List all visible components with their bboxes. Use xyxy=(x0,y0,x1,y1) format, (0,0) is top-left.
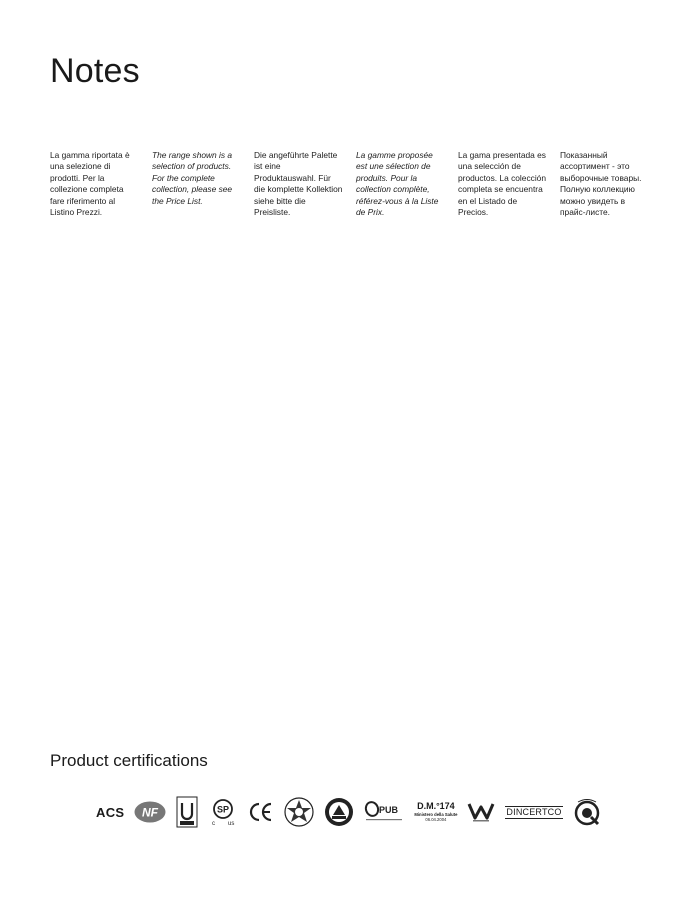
star-seal-icon xyxy=(284,797,314,827)
dm174-ministry: Ministero della Salute xyxy=(414,811,458,817)
svg-text:us: us xyxy=(228,821,235,827)
page-title: Notes xyxy=(50,52,140,90)
watermark-logo xyxy=(467,801,495,823)
dm174-label xyxy=(414,802,457,822)
round-seal-icon xyxy=(324,797,354,827)
dincertco-logo: DINCERTCO xyxy=(506,806,562,817)
csa-logo xyxy=(208,797,238,827)
upc-logo xyxy=(176,796,198,828)
certifications-title: Product certifications xyxy=(50,751,208,770)
notes-columns xyxy=(50,150,660,218)
dm174-date: 06.04.2004 xyxy=(425,817,447,822)
note-fr: La gamme proposée est une sélection de produits. Pour la collection complète, référez-vous à la Liste de Prix. xyxy=(356,150,439,218)
note-ru: Показанный ассортимент - это выборочные товары. Полную коллекцию можно увидеть в прайс-листе. xyxy=(560,150,642,218)
svg-text:NF: NF xyxy=(142,805,159,820)
ce-mark xyxy=(248,802,274,822)
svg-text:c: c xyxy=(212,821,216,827)
note-en: The range shown is a selection of products. For the complete collection, please see the Price List. xyxy=(152,150,233,206)
acs-logo: ACS xyxy=(96,804,125,820)
q-seal-icon xyxy=(573,797,601,827)
svg-text:SP: SP xyxy=(217,804,230,815)
note-es: La gama presentada es una selección de productos. La colección completa se encuentra en el Listado de Precios. xyxy=(458,150,546,218)
pub-logo xyxy=(364,800,404,824)
nf-logo xyxy=(134,801,166,823)
dm174-title: D.M.°174 xyxy=(417,800,455,811)
svg-text:PUB: PUB xyxy=(379,805,399,815)
certifications-row xyxy=(96,792,641,832)
note-de: Die angeführte Palette ist eine Produktauswahl. Für die komplette Kollektion siehe bitte die Preisliste. xyxy=(254,150,343,218)
note-it: La gamma riportata è una selezione di prodotti. Per la collezione completa fare riferimento al Listino Prezzi. xyxy=(50,150,130,218)
